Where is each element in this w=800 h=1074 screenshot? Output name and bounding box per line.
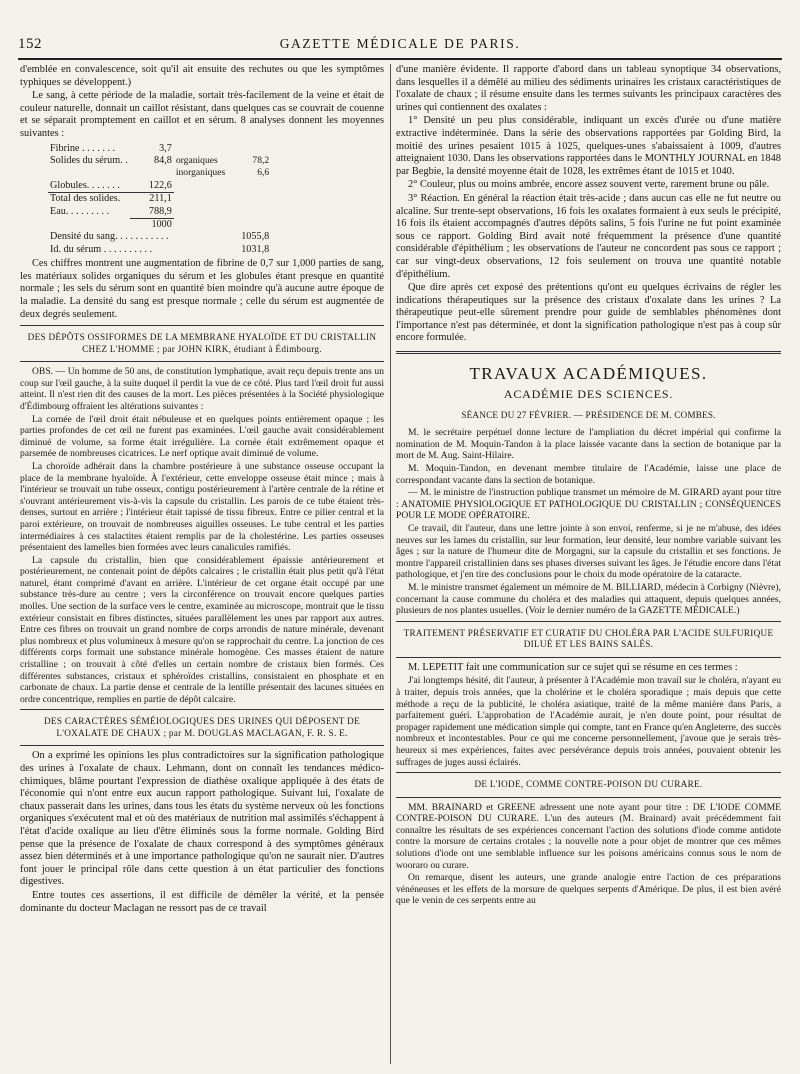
paragraph: Entre toutes ces assertions, il est difficile de démêler la vérité, et la pensée dominante du docteur Maclagan ne ressort pas de ce travail	[20, 889, 384, 914]
table-cell	[227, 180, 271, 193]
section-title: DE L'IODE, COMME CONTRE-POISON DU CURARE.	[474, 779, 703, 790]
table-cell	[174, 180, 227, 193]
paragraph: Ce travail, dit l'auteur, dans une lettre jointe à son envoi, renferme, si je ne m'abuse, des idées neuves sur les lames du cristallin, sur leur formation, leur densité, leur nombre variable suivant les âges ; sur la nature de l'humeur dite de Morgagni, sur la capsule du cristallin et ses fonctions. Je montre l'appareil cristallinien dans ses phases diverses suivant les âges. Je l'étudie encore dans l'état pathologique, et j'en tire des conclusions pour le choix du mode opératoire de la cataracte.	[396, 523, 781, 581]
table-cell	[174, 219, 227, 232]
paragraph: d'une manière évidente. Il rapporte d'abord dans un tableau synoptique 34 observations, dans lesquelles il a démêlé au milieu des sédiments urinaires les cristaux caractéristiques de l'oxalate de chaux ; il résume ensuite dans les termes suivants les principaux caractères des urines qui contiennent des oxalates :	[396, 64, 781, 113]
table-row	[48, 155, 271, 180]
section-title: DES CARACTÈRES SÉMÉIOLOGIQUES DES URINES QUI DÉPOSENT DE L'OXALATE DE CHAUX ; par M. DOUGLAS MACLAGAN, F. R. S. E.	[44, 716, 360, 738]
paragraph: M. le secrétaire perpétuel donne lecture de l'ampliation du décret impérial qui confirme la nomination de M. Moquin-Tandon à la place laissée vacante dans la section de botanique par la mort de M. Aug. Saint-Hilaire.	[396, 427, 781, 462]
paragraph: On a exprimé les opinions les plus contradictoires sur la signification pathologique des urines à l'oxalate de chaux. Lehmann, dont on connaît les tendances médico-chimiques, blâme pourtant l'expression de diathèse oxalique appliquée à des états de l'économie qui n'ont entre eux aucun rapport pathologique. Suivant lui, l'oxalate de chaux passerait dans les urines, dans tous les états du système nerveux où les fonctions organiques s'exécutent mal et où des matériaux de nutrition mal assimilés s'échappent à l'état d'acide oxalique au lieu d'être éliminés sous la forme normale. Golding Bird pense que la présence de l'oxalate de chaux correspond à des symptômes généraux assez bien déterminés et à une importance pathologique qu'on ne saurait nier. D'autres font jouer le principal rôle dans cette question à un état particulier des fonctions digestives.	[20, 750, 384, 888]
table-cell: 1055,8	[241, 231, 270, 243]
paragraph: La cornée de l'œil droit était nébuleuse et en quelques points entièrement opaque ; les parties profondes de cet œil ne furent pas examinées. L'œil gauche avait considérablement diminué de volume, sa forme était irrégulière. La cornée était extrêmement opaque et parsemée de nombreuses cicatrices. Le nerf optique avait diminué de volume.	[20, 413, 384, 460]
divider	[396, 797, 781, 798]
table-cell	[227, 143, 271, 155]
paragraph: La capsule du cristallin, bien que considérablement épaissie antérieurement et postérieurement, ne contenait point de dépôts calcaires ; le cristallin était plus petit qu'à l'état naturel, étant comprimé d'avant en arrière. L'intérieur de cet organe était occupé par une substance très-dure au centre ; vers la circonférence on trouvait encore quelques parties molles. Une section de la surface vers le centre, examinée au microscope, montrait que le tissu extérieur consistait en fibres distinctes, situées parallèlement les unes par rapport aux autres. Entre ces fibres on trouvait un grand nombre de corps arrondis de nature minérale, devenant plus nombreux et plus volumineux à mesure qu'on se rapprochait du centre. La jonction de ces différents corps formait une substance minérale homogène. Ces masses étaient de nature cristalline ; on trouvait à côté d'elles un certain nombre de cristaux bien formés. Ces différentes substances, cristaux et sphéroïdes cristallins, consistaient en phosphate et en carbonate de chaux. La partie dense et centrale de la lentille présentait des lacunes situées en ordre concentrique, remplies en partie de dépôt calcaire.	[20, 554, 384, 705]
paragraph: M. Moquin-Tandon, en devenant membre titulaire de l'Académie, laisse une place de correspondant vacante dans la section de botanique.	[396, 463, 781, 486]
table-cell: 788,9	[148, 205, 172, 217]
table-cell: Fibrine . . . . . . .	[50, 142, 116, 154]
page-number: 152	[18, 36, 42, 52]
paragraph: — M. le ministre de l'instruction publique transmet un mémoire de M. GIRARD ayant pour titre : ANATOMIE PHYSIOLOGIQUE ET PATHOLOGIQUE DU CRISTALLIN ; CONSÉQUENCES POUR LE MODE OPÉRATOIRE.	[396, 487, 781, 522]
section-title: DES DÉPÔTS OSSIFORMES DE LA MEMBRANE HYALOÏDE ET DU CRISTALLIN CHEZ L'HOMME ; par JOHN KIRK, étudiant à Édimbourg.	[27, 332, 377, 354]
paragraph: 1° Densité un peu plus considérable, indiquant un excès d'urée ou d'une matière extractive indéterminée. Dans la série des observations rapportées par Golding Bird, la moitié des urines pesaient 1015 à 1025, quelques-unes s'abaissaient à 1009, d'autres atteignaient 1030. Dans les observations rapportées dans le MONTHLY JOURNAL en 1848 par Begbie, la densité moyenne était de 1028, les extrêmes étant de 1015 et 1040.	[396, 115, 781, 177]
paragraph: Le sang, à cette période de la maladie, sortait très-facilement de la veine et était de couleur naturelle, donnait un caillot résistant, dans quelques cas se couvrait de couenne et se séparait promptement en caillot et en sérum. 8 analyses donnent les moyennes suivantes :	[20, 90, 384, 139]
paragraph: d'emblée en convalescence, soit qu'il ait ensuite des rechutes ou que les symptômes typhiques se développent.)	[20, 64, 384, 88]
subsection-heading: ACADÉMIE DES SCIENCES.	[503, 387, 674, 402]
table-cell	[48, 219, 130, 232]
right-column	[396, 64, 781, 1064]
blood-analysis-table	[48, 143, 271, 257]
divider	[20, 709, 384, 710]
divider	[396, 621, 781, 622]
table-row	[48, 193, 271, 206]
table-cell	[227, 155, 271, 180]
table-cell	[227, 219, 271, 232]
table-cell: Eau. . . . . . . . .	[50, 205, 110, 217]
paragraph: OBS. — Un homme de 50 ans, de constitution lymphatique, avait reçu depuis trente ans un coup sur l'œil gauche, à la suite duquel il perdit la vue de ce côté. Plus tard l'œil droit fut aussi atteint. Il n'est rien dit des causes de la mort. Les pièces présentées à la Société physiologique d'Édimbourg offraient les altérations suivantes :	[20, 366, 384, 412]
table-row	[48, 244, 271, 256]
table-cell	[174, 206, 227, 219]
divider	[396, 772, 781, 773]
table-cell: Densité du sang. . . . . . . . . . .	[50, 231, 169, 243]
left-column	[20, 64, 384, 1064]
page-header	[18, 36, 782, 60]
table-cell: Globules. . . . . . .	[50, 179, 120, 191]
table-cell: Solides du sérum. .	[50, 154, 128, 166]
paragraph: J'ai longtemps hésité, dit l'auteur, à présenter à l'Académie mon travail sur le choléra, n'ayant eu à traiter, depuis trois années, que la cholérine et le choléra sporadique ; mais depuis que cette méthode a reçu de la publicité, le choléra asiatique, traité de la même manière dans Paris, a parfaitement guéri. L'approbation de l'Académie aurait, je n'en doute point, pour résultat de propager rapidement une médication simple qui compte, tant en France qu'en Angleterre, des succès nombreux et incontestables. Pour ce qui me concerne personnellement, j'avoue que je serais très-heureux si mes expériences, faites avec persévérance depuis trois années, pouvaient obtenir les suffrages de juges aussi éclairés.	[396, 675, 781, 768]
table-row	[48, 180, 271, 193]
column-divider	[390, 64, 391, 1064]
sub-value: 6,6	[257, 167, 270, 179]
divider	[20, 325, 384, 326]
paragraph: Ces chiffres montrent une augmentation de fibrine de 0,7 sur 1,000 parties de sang, les matériaux solides organiques du sérum et les globules étant presque en quantité normale ; les sels du sérum sont en quantité bien moindre qu'à aucune autre époque de la maladie. La densité du sang est presque normale ; celle du sérum est augmentée de deux degrés seulement.	[20, 258, 384, 320]
table-row	[48, 143, 271, 155]
section-heading: TRAVAUX ACADÉMIQUES.	[469, 364, 708, 384]
table-cell	[227, 193, 271, 206]
table-row	[48, 219, 271, 232]
table-cell: 1031,8	[241, 243, 270, 255]
paragraph: 3° Réaction. En général la réaction était très-acide ; dans aucun cas elle ne fut neutre ou alcaline. Sur trente-sept observations, 16 fois les oxalates formaient à eux seuls le précipité, 16 fois ils étaient accompagnés d'autres dépôts salins, 5 fois l'urine ne fut point examinée sous ce rapport. Golding Bird avait noté fréquemment la présence d'une quantité considérable d'épithélium ; les observations de l'auteur ne concordent pas sous ce rapport ; car sur vingt-deux observations, 12 fois seulement on trouva une quantité notable d'épithélium.	[396, 192, 781, 280]
section-title: TRAITEMENT PRÉSERVATIF ET CURATIF DU CHOLÉRA PAR L'ACIDE SULFURIQUE DILUÉ ET LES BAINS SALÉS.	[403, 627, 774, 650]
paragraph: M. le ministre transmet également un mémoire de M. BILLIARD, médecin à Corbigny (Nièvre), concernant la cause commune du choléra et des maladies qui attaquent, depuis quelques années, plusieurs de nos plantes usuelles. (Voir le dernier numéro de la GAZETTE MÉDICALE.)	[396, 581, 781, 617]
table-cell: Id. du sérum . . . . . . . . . .	[50, 243, 153, 255]
session-line: SÉANCE DU 27 FÉVRIER. — PRÉSIDENCE DE M. COMBES.	[461, 409, 716, 420]
journal-title: GAZETTE MÉDICALE DE PARIS.	[279, 36, 521, 51]
table-cell: Total des solides.	[48, 193, 130, 206]
paragraph: 2° Couleur, plus ou moins ambrée, encore assez souvent verte, rarement brune ou pâle.	[408, 179, 770, 191]
sub-label: organiques	[175, 154, 218, 166]
table-cell	[174, 155, 227, 180]
sub-label: inorganiques	[175, 167, 226, 179]
table-cell: 3,7	[159, 142, 172, 154]
paragraph: La choroïde adhérait dans la chambre postérieure à une substance osseuse occupant la place de la membrane hyaloïde. À l'extérieur, cette enveloppe osseuse était mince ; mais à l'intérieur se trouvait un tube osseux, contigu postérieurement à l'artère centrale de la rétine et s'ouvrant antérieurement vis-à-vis la capsule du cristallin. Les parois de ce tube étaient très-denses, surtout en arrière ; l'intérieur était tapissé de tissu fibreux. Entre ce pilier central et la paroi extérieure, on trouvait de nombreuses aiguilles osseuses. Le tube central et les parties intermédiaires à ces stalactites étaient remplis par de la cholestérine. Les parties osseuses présentaient des lamelles bien formées avec leurs canalicules ramifiés.	[20, 460, 384, 554]
table-cell	[174, 193, 227, 206]
divider	[20, 361, 384, 362]
table-cell: 84,8	[154, 154, 172, 166]
divider	[396, 657, 781, 658]
table-row	[48, 231, 271, 243]
paragraph: M. LEPETIT fait une communication sur ce sujet qui se résume en ces termes :	[408, 661, 738, 673]
sub-value: 78,2	[252, 154, 270, 166]
paragraph: Que dire après cet exposé des prétentions qu'ont eu quelques écrivains de régler les indications thérapeutiques sur la présence des cristaux d'oxalate dans les urines ? La thérapeutique peut-elle sûrement prendre pour guide de semblables phénomènes dont l'importance n'est pas déterminée, et dont la signification pathologique n'est pas à coup sûr encore formulée.	[396, 282, 781, 344]
paragraph: MM. BRAINARD et GREENE adressent une note ayant pour titre : DE L'IODE COMME CONTRE-POISON DU CURARE. L'un des auteurs (M. Brainard) avait précédemment fait connaître les résultats de ses expériences concernant l'action des solutions d'iode comme antidote contre la morsure de certains crotales ; la nouvelle note a pour objet de montrer que ces mêmes solutions d'iode ont une semblable influence sur les poisons américains connus sous le nom de wooraro ou curare.	[396, 801, 781, 871]
divider	[20, 745, 384, 746]
divider	[396, 351, 781, 354]
table-cell: 122,6	[148, 179, 172, 191]
table-cell	[174, 143, 227, 155]
table-cell	[227, 206, 271, 219]
table-cell: 1000	[130, 219, 174, 232]
table-cell: 211,1	[130, 193, 174, 206]
paragraph: On remarque, disent les auteurs, une grande analogie entre l'action de ces préparations vénéneuses et les effets de la morsure de quelques serpents d'Amérique. De plus, il est bien avéré que le venin de ces serpents entre au	[396, 872, 781, 907]
table-row	[48, 206, 271, 219]
